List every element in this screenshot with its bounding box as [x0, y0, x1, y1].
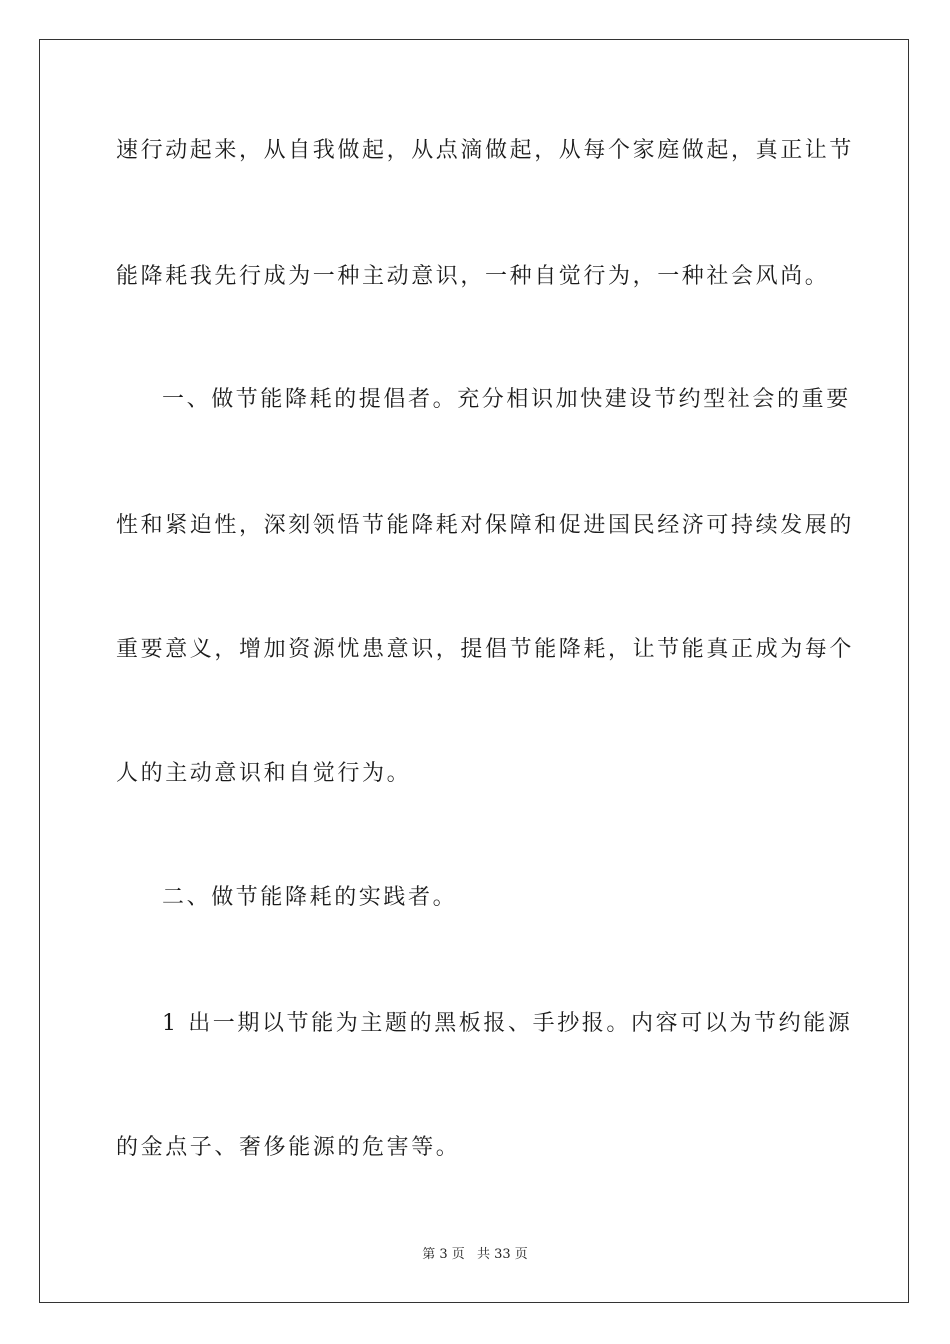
text-line: 的金点子、奢侈能源的危害等。	[116, 1135, 461, 1160]
page-total: 共 33 页	[476, 1247, 528, 1262]
paragraph-heading: 一、做节能降耗的提倡者。充分相识加快建设节约型社会的重要	[162, 387, 851, 412]
text-line: 性和紧迫性，深刻领悟节能降耗对保障和促进国民经济可持续发展的	[116, 513, 855, 538]
paragraph-heading: 二、做节能降耗的实践者。	[162, 885, 458, 910]
page-footer	[0, 1246, 950, 1264]
text-line: 重要意义，增加资源忧患意识，提倡节能降耗，让节能真正成为每个	[116, 637, 855, 662]
text-line: 人的主动意识和自觉行为。	[116, 761, 412, 786]
page-number: 第 3 页	[422, 1247, 465, 1262]
text-line: 速行动起来，从自我做起，从点滴做起，从每个家庭做起，真正让节	[116, 138, 855, 163]
text-line: 能降耗我先行成为一种主动意识，一种自觉行为，一种社会风尚。	[116, 264, 830, 289]
list-item: 1 出一期以节能为主题的黑板报、手抄报。内容可以为节约能源	[162, 1011, 853, 1036]
page-border	[39, 39, 909, 1303]
